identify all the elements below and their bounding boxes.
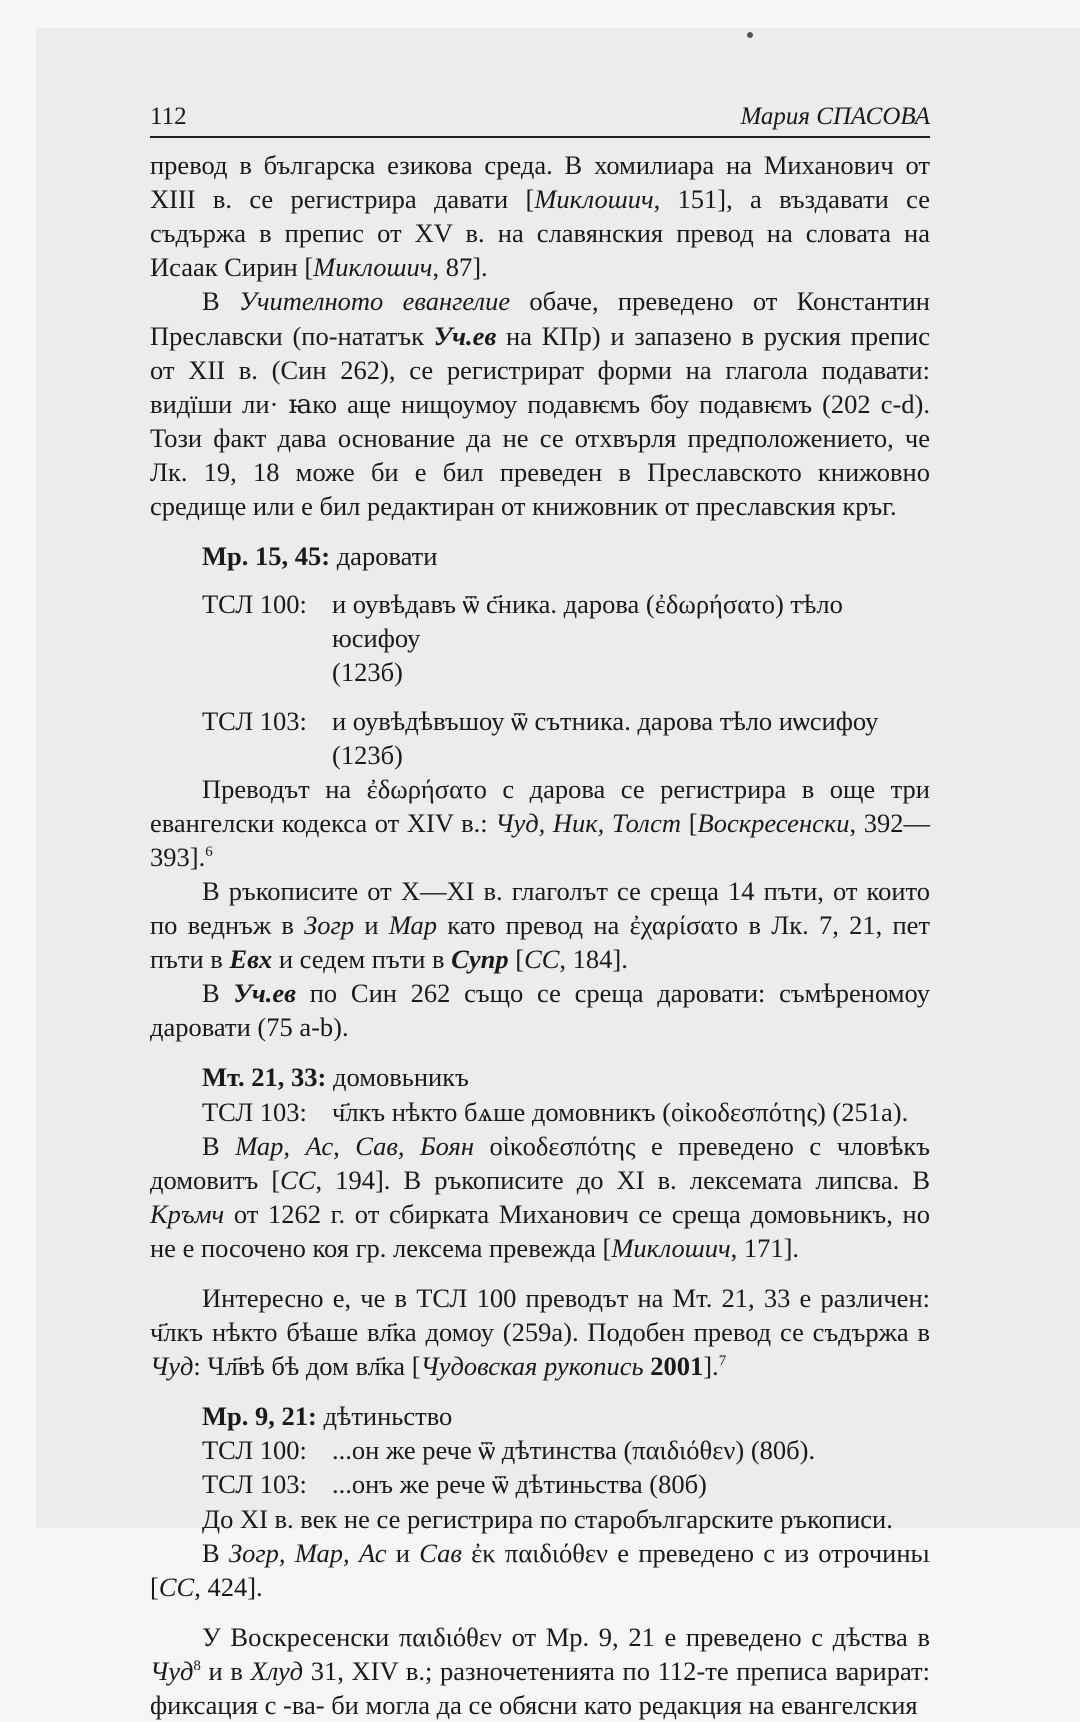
paragraph-8: До XI в. век не се регистрира по старобългарските ръкописи. (202, 1503, 893, 1534)
example-head: Мр. 15, 45: (202, 541, 331, 572)
footnote-ref: 7 (718, 1353, 727, 1370)
paragraph-9: В Зогр, Мар, Ас и Сав ἐκ παιδιόθεν е преведено с из отрочиньı [СС, 424]. (150, 1537, 930, 1602)
citation-row: ТСЛ 103: ч҃лкъ нѣкто бѧше домовникъ (οἰκοδεσπότης) (251а). (202, 1095, 930, 1129)
footnote-ref: 6 (205, 844, 213, 861)
paragraph-2: В Учителното евангелие обаче, преведено от Константин Преславски (по-нататък Уч.ев на КПр) и запазено в руския препис от XII в. (Син 262), се регистрират форми на глагола подавати: видїши ли· ꙗко аще нищоумоу подавѥмъ б҃оу подавѥмъ (202 c-d). Този факт дава основание да не се отхвърля предположението, че Лк. 19, 18 може би е бил преведен в Преславското книжовно средище или е бил редактиран от книжовник от преславския кръг. (150, 286, 930, 522)
citation-row: ТСЛ 100: ...он же рече ѿ дѣтинства (παιδιόθεν) (80б). (202, 1433, 930, 1467)
example-head: Мр. 9, 21: (202, 1401, 317, 1432)
example-head: Мт. 21, 33: (202, 1062, 327, 1093)
paragraph-5: В Уч.ев по Син 262 също се среща даровати: съмѣреномоу даровати (75 a-b). (150, 978, 930, 1043)
manuscript-label: ТСЛ 103: (202, 705, 307, 736)
manuscript-label: ТСЛ 103: (202, 1469, 307, 1500)
manuscript-label: ТСЛ 100: (202, 1435, 307, 1466)
paragraph-1: превод в българска езикова среда. В хомилиара на Миханович от XIII в. се регистрира давати [Миклошич, 151], а въздавати се съдържа в препис от XV в. на славянския превод на словата на Исаак Сирин [Миклошич, 87]. (150, 150, 930, 283)
citation-continuation: (123б) (332, 657, 403, 688)
manuscript-label: ТСЛ 103: (202, 1096, 307, 1127)
footnote-ref: 8 (193, 1658, 201, 1675)
page-number: 112 (150, 103, 187, 130)
book-page (150, 100, 930, 1722)
manuscript-label: ТСЛ 100: (202, 589, 307, 620)
example-mr-15-45 (202, 539, 930, 772)
paragraph-10: У Воскресенски παιδιόθεν от Мр. 9, 21 е преведено с дѣства в Чуд$^8$ и в Хлуд 31, XIV в.; разночетенията по 112-те преписа варират: фиксация с -ва- би могла да се обясни като редакция на евангелския (150, 1621, 930, 1721)
paragraph-7: Интересно е, че в ТСЛ 100 преводът на Мт. 21, 33 е различен: ч҃лкъ нѣкто бѣаше вл҃ка домоу (259а). Подобен превод се съдържа в Чуд: Чл҃вѣ бѣ дом вл҃ка [Чудовская рукопись 2001].$^7$ (150, 1283, 930, 1382)
citation-row: ТСЛ 103: и оувѣдѣвъшоу ѿ сътника. дарова тѣло иѡсифоу (123б) (202, 704, 930, 772)
example-word: домовьникъ (326, 1062, 469, 1093)
paragraph-6: В Мар, Ас, Сав, Боян οἰκοδεσπότης е преведено с чловѣкъ домовитъ [СС, 194]. В ръкописите до XI в. лексемата липсва. В Кръмч от 1262 г. от сбирката Миханович се среща домовьникъ, но не е посочено коя гр. лексема превежда [Миклошич, 171]. (150, 1130, 930, 1263)
example-mr-9-21 (202, 1399, 930, 1501)
example-mt-21-33 (202, 1060, 930, 1128)
paragraph-4: В ръкописите от X—XI в. глаголът се среща 14 пъти, от които по веднъж в Зогр и Мар като превод на ἐχαρίσατο в Лк. 7, 21, пет пъти в Евх и седем пъти в Супр [СС, 184]. (150, 875, 930, 975)
paper-speck (747, 32, 753, 38)
citation-row: ТСЛ 100: и оувѣдавъ ѿ с҃ника. дарова (ἐδωρήσατο) тѣло юсифоу (202, 587, 930, 655)
running-head-author: Мария СПАСОВА (740, 103, 930, 130)
example-word: даровати (330, 541, 438, 572)
paragraph-3: Преводът на ἐδωρήσατο с дарова се регистрира в още три евангелски кодекса от XIV в.: Чуд, Ник, Толст [Воскресенски, 392—393].$^6$ (150, 773, 931, 872)
example-word: дѣтиньство (316, 1401, 453, 1432)
running-header (150, 100, 930, 138)
citation-row: ТСЛ 103: ...онъ же рече ѿ дѣтиньства (80б) (202, 1467, 930, 1501)
